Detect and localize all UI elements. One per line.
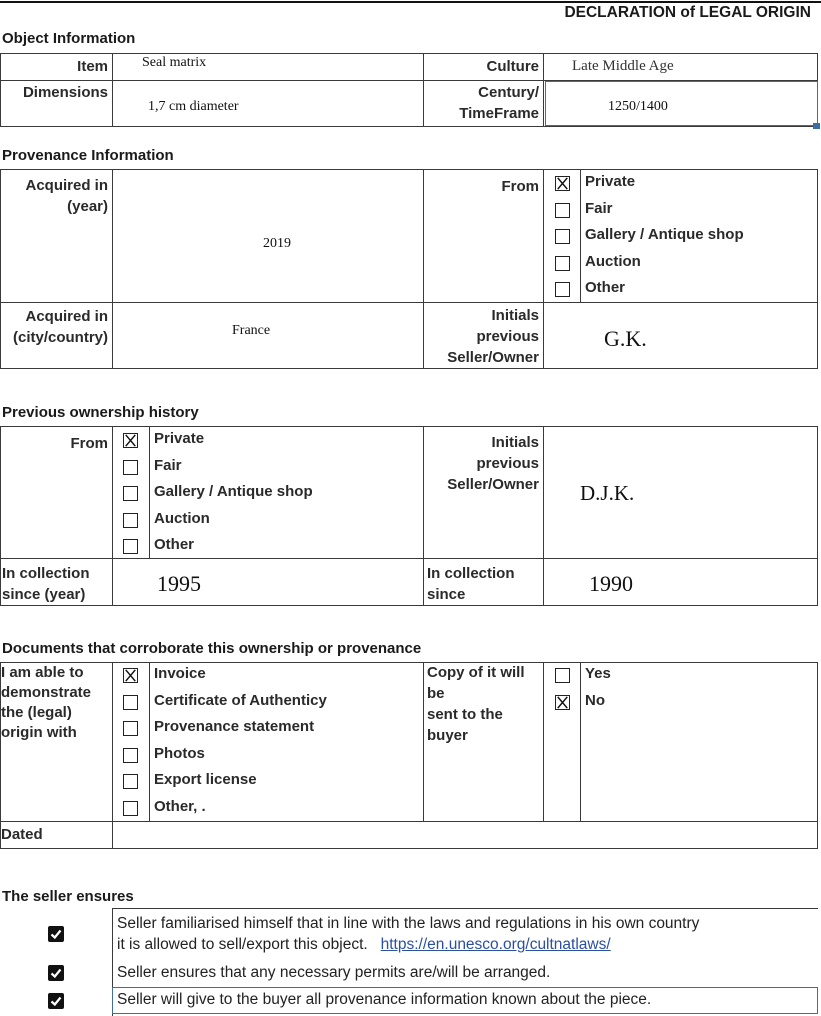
copy-checkbox-1[interactable] (555, 695, 570, 710)
x-mark-icon (124, 669, 137, 682)
ensures-section-title: The seller ensures (2, 888, 134, 905)
dated-label: Dated (1, 826, 43, 843)
dimensions-value: 1,7 cm diameter (148, 99, 239, 114)
document-option-label-1: Certificate of Authenticy (154, 691, 327, 709)
ensure-3-checkbox[interactable] (48, 993, 64, 1009)
document-checkbox-4[interactable] (123, 774, 138, 789)
acquired-city-value: France (232, 323, 271, 338)
in-collection-value: 1990 (589, 571, 633, 596)
copy-sent-label: Copy of it will be sent to the buyer (427, 664, 525, 744)
document-option-label-0: Invoice (154, 665, 206, 682)
ensure-1-text: Seller familiarised himself that in line with the laws and regulations in his own country it is allowed to sell/export this object. https://en.unesco.org/cultnatlaws/ (117, 915, 700, 953)
acquired-year-value: 2019 (263, 236, 291, 251)
culture-label: Culture (486, 58, 539, 75)
copy-option-label-1: No (585, 691, 605, 709)
ensures-top-line (112, 908, 818, 909)
document-option-label-5: Other, . (154, 797, 206, 815)
history-from-option-label-3: Auction (154, 509, 210, 527)
provenance-section-title: Provenance Information (2, 147, 174, 164)
acquired-city-label: Acquired in (city/country) (12, 308, 108, 346)
ensure-3-text: Seller will give to the buyer all provenance information known about the piece. (117, 991, 652, 1008)
documents-section-title: Documents that corroborate this ownership or provenance (2, 640, 422, 657)
document-checkbox-0[interactable] (123, 668, 138, 683)
document-checkbox-3[interactable] (123, 748, 138, 763)
ensure-2-text: Seller ensures that any necessary permits are/will be arranged. (117, 964, 551, 981)
resize-handle (813, 123, 820, 129)
provenance-initials-value: G.K. (604, 326, 647, 351)
provenance-from-option-label-0: Private (585, 173, 636, 190)
history-from-option-label-1: Fair (154, 456, 182, 474)
able-to-demonstrate-label: I am able to demonstrate the (legal) origin with (1, 664, 92, 741)
provenance-from-checkbox-1[interactable] (555, 203, 570, 218)
page-title: DECLARATION of LEGAL ORIGIN (564, 4, 811, 21)
history-from-checkbox-1[interactable] (123, 460, 138, 475)
history-from-checkbox-3[interactable] (123, 513, 138, 528)
acquired-year-label: Acquired in (year) (25, 177, 108, 215)
provenance-from-label: From (501, 178, 539, 195)
century-field-highlight (545, 81, 818, 126)
checkmark-icon (48, 926, 64, 942)
copy-checkbox-0[interactable] (555, 668, 570, 683)
history-initials-label: Initials previous Seller/Owner (447, 434, 539, 493)
ensure-1-checkbox[interactable] (48, 926, 64, 942)
top-border (0, 1, 821, 3)
x-mark-icon (556, 177, 569, 190)
document-option-label-2: Provenance statement (154, 718, 315, 735)
history-from-checkbox-0[interactable] (123, 433, 138, 448)
checkmark-icon (48, 993, 64, 1009)
culture-value: Late Middle Age (572, 58, 674, 74)
x-mark-icon (556, 696, 569, 709)
history-initials-value: D.J.K. (580, 481, 635, 505)
century-label: Century/ TimeFrame (459, 84, 539, 122)
item-value: Seal matrix (142, 55, 207, 70)
provenance-from-option-label-4: Other (585, 279, 626, 296)
in-collection-year-value: 1995 (157, 571, 201, 596)
provenance-from-option-label-1: Fair (585, 199, 613, 217)
history-from-label: From (70, 435, 108, 452)
provenance-initials-label: Initials previous Seller/Owner (447, 307, 539, 366)
in-collection-label: In collection since (427, 565, 515, 603)
document-checkbox-1[interactable] (123, 695, 138, 710)
history-from-option-label-4: Other (154, 536, 195, 553)
object-section-title: Object Information (2, 30, 136, 47)
history-from-checkbox-2[interactable] (123, 486, 138, 501)
history-from-option-label-2: Gallery / Antique shop (154, 483, 313, 500)
ensure-2-checkbox[interactable] (48, 965, 64, 981)
in-collection-year-label: In collection since (year) (2, 565, 90, 603)
document-option-label-3: Photos (154, 744, 205, 762)
document-checkbox-2[interactable] (123, 721, 138, 736)
provenance-from-option-label-3: Auction (585, 252, 641, 270)
x-mark-icon (124, 434, 137, 447)
dimensions-label: Dimensions (22, 84, 108, 101)
history-from-checkbox-4[interactable] (123, 539, 138, 554)
provenance-from-option-label-2: Gallery / Antique shop (585, 226, 744, 243)
provenance-from-checkbox-3[interactable] (555, 256, 570, 271)
unesco-link[interactable]: https://en.unesco.org/cultnatlaws/ (380, 936, 611, 953)
provenance-from-checkbox-4[interactable] (555, 282, 570, 297)
history-section-title: Previous ownership history (2, 404, 199, 421)
checkmark-icon (48, 965, 64, 981)
century-value: 1250/1400 (608, 99, 668, 114)
provenance-from-checkbox-0[interactable] (555, 176, 570, 191)
document-checkbox-5[interactable] (123, 801, 138, 816)
item-label: Item (77, 58, 108, 75)
history-from-option-label-0: Private (154, 430, 205, 447)
document-option-label-4: Export license (154, 771, 257, 788)
copy-option-label-0: Yes (585, 665, 611, 682)
provenance-from-checkbox-2[interactable] (555, 229, 570, 244)
